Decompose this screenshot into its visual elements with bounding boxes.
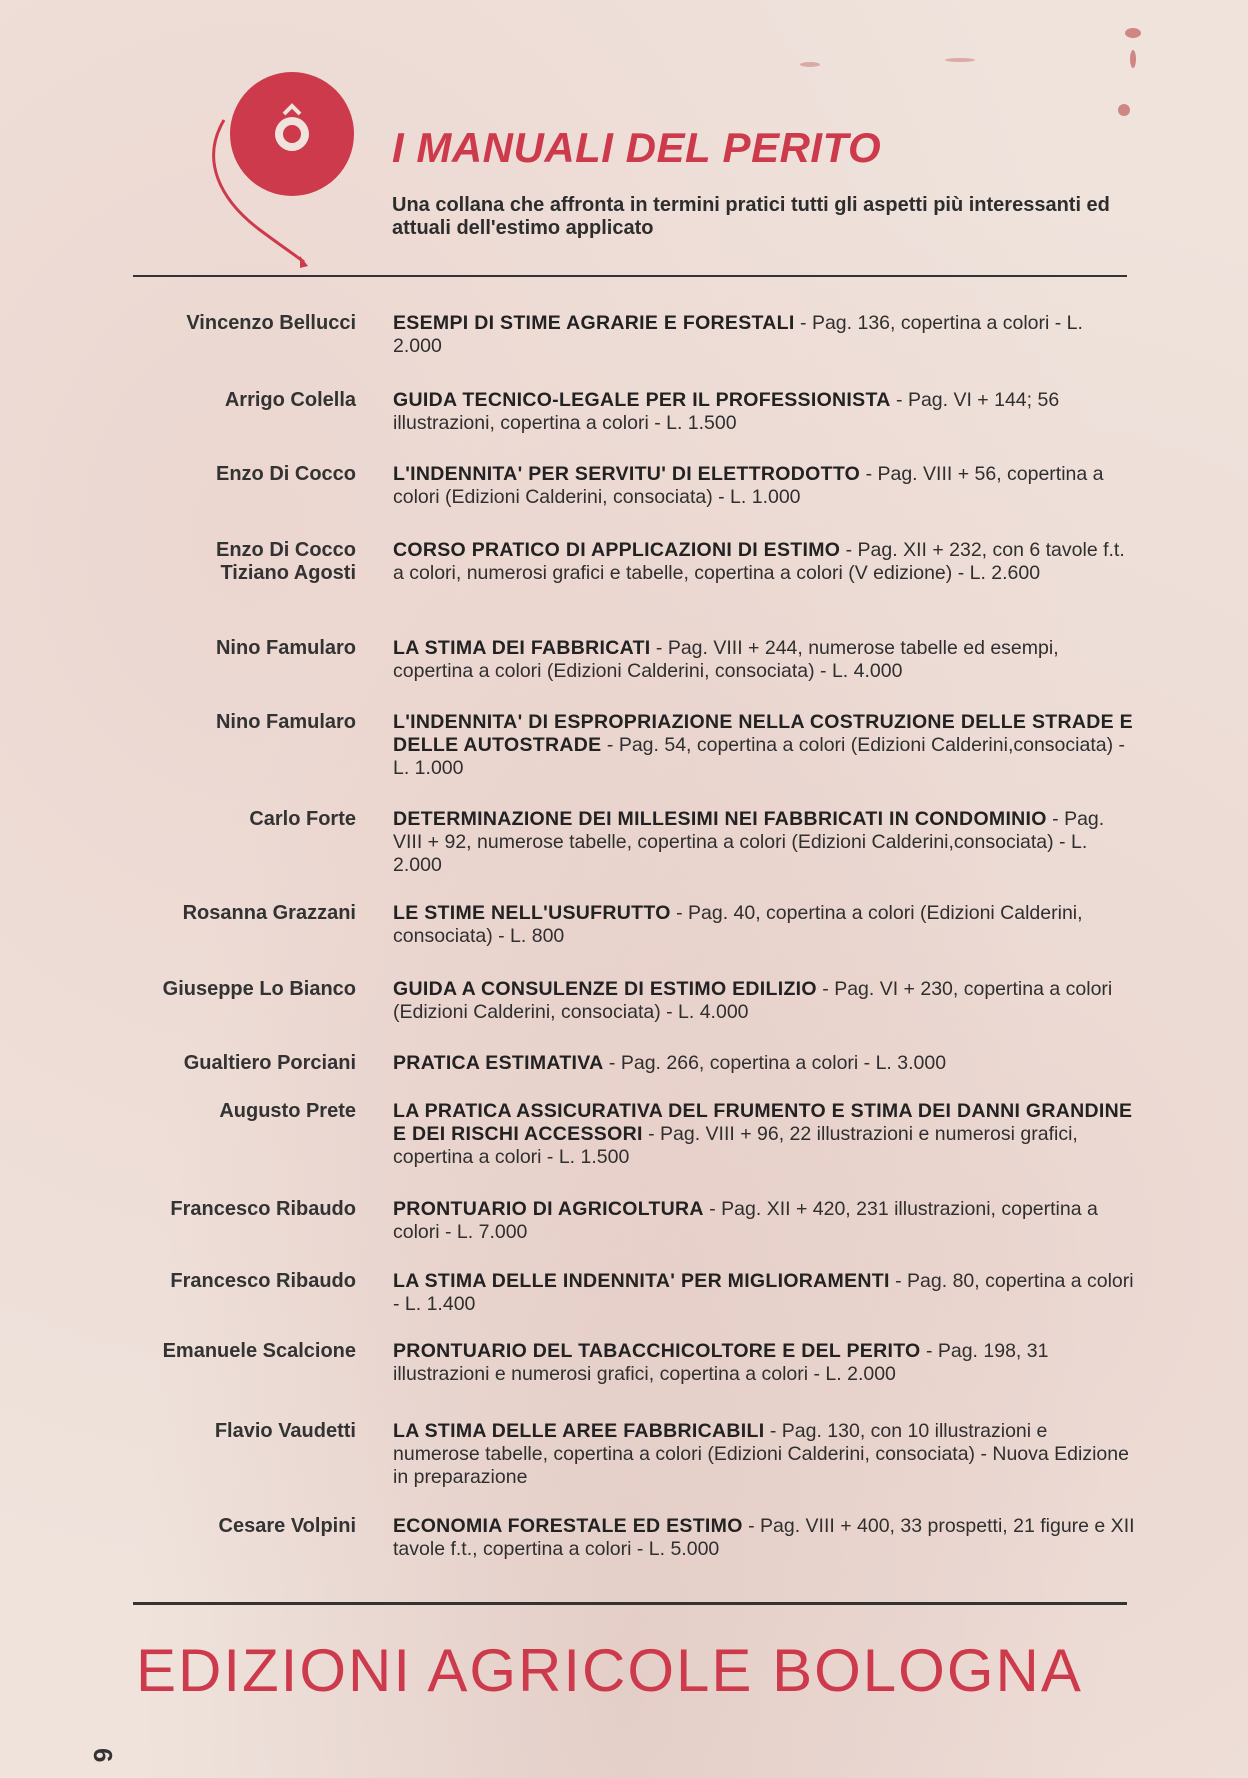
- measuring-tape-icon: [200, 70, 360, 270]
- stain-mark: [1130, 50, 1136, 68]
- book-entry: [120, 539, 1140, 585]
- book-entry: [120, 1100, 1140, 1169]
- book-author: Emanuele Scalcione: [162, 1340, 356, 1362]
- book-author: Giuseppe Lo Bianco: [162, 978, 356, 1000]
- book-details: - Pag. VI + 230, copertina a colori (Edizioni Calderini, consociata) - L. 4.000: [393, 978, 1113, 1023]
- book-title: L'INDENNITA' DI ESPROPRIAZIONE NELLA COSTRUZIONE DELLE STRADE E DELLE AUTOSTRADE: [393, 711, 1133, 756]
- book-entry: [120, 1515, 1140, 1561]
- book-author: Nino Famularo: [215, 711, 356, 733]
- top-divider: [133, 275, 1127, 277]
- book-title: GUIDA TECNICO-LEGALE PER IL PROFESSIONISTA: [393, 389, 891, 411]
- book-author: Enzo Di Cocco: [215, 463, 356, 485]
- book-entry: [120, 1420, 1140, 1489]
- book-details: - Pag. 266, copertina a colori - L. 3.000: [603, 1052, 947, 1074]
- book-title: ESEMPI DI STIME AGRARIE E FORESTALI: [393, 312, 795, 334]
- publisher-name: EDIZIONI AGRICOLE BOLOGNA: [136, 1637, 1083, 1704]
- book-entry: [120, 312, 1140, 358]
- bottom-divider: [133, 1602, 1127, 1605]
- book-author: Francesco Ribaudo: [170, 1270, 356, 1292]
- book-details: - Pag. XII + 232, con 6 tavole f.t. a colori, numerosi grafici e tabelle, copertina a colori (V edizione) - L. 2.600: [393, 539, 1125, 584]
- book-author: Gualtiero Porciani: [183, 1052, 356, 1074]
- book-details: - Pag. VIII + 244, numerose tabelle ed esempi, copertina a colori (Edizioni Calderini, consociata) - L. 4.000: [393, 637, 1059, 682]
- book-title: GUIDA A CONSULENZE DI ESTIMO EDILIZIO: [393, 978, 817, 1000]
- book-title: PRONTUARIO DI AGRICOLTURA: [393, 1198, 704, 1220]
- book-author: Arrigo Colella: [224, 389, 356, 411]
- book-details: - Pag. VI + 144; 56 illustrazioni, copertina a colori - L. 1.500: [393, 389, 1060, 434]
- book-author: Vincenzo Bellucci: [186, 312, 356, 334]
- stain-mark: [1125, 28, 1141, 38]
- book-author: Flavio Vaudetti: [214, 1420, 356, 1442]
- book-entry: [120, 1052, 1140, 1075]
- book-details: - Pag. 136, copertina a colori - L. 2.000: [393, 312, 1083, 357]
- book-author: Rosanna Grazzani: [182, 902, 356, 924]
- book-title: LA STIMA DELLE AREE FABBRICABILI: [393, 1420, 765, 1442]
- book-entry: [120, 711, 1140, 780]
- book-title: PRATICA ESTIMATIVA: [393, 1052, 604, 1074]
- book-author: Carlo Forte: [249, 808, 356, 830]
- book-author: Augusto Prete: [219, 1100, 356, 1122]
- book-details: - Pag. 198, 31 illustrazioni e numerosi grafici, copertina a colori - L. 2.000: [393, 1340, 1049, 1385]
- book-details: - Pag. 54, copertina a colori (Edizioni Calderini,consociata) - L. 1.000: [393, 734, 1125, 779]
- stain-mark: [800, 62, 820, 67]
- book-title: LA PRATICA ASSICURATIVA DEL FRUMENTO E STIMA DEI DANNI GRANDINE E DEI RISCHI ACCESSORI: [393, 1100, 1133, 1145]
- book-title: LE STIME NELL'USUFRUTTO: [393, 902, 671, 924]
- book-author: Francesco Ribaudo: [170, 1198, 356, 1220]
- book-title: ECONOMIA FORESTALE ED ESTIMO: [393, 1515, 743, 1537]
- book-details: - Pag. 130, con 10 illustrazioni e numerose tabelle, copertina a colori (Edizioni Calderini, consociata) - Nuova Edizione in preparazione: [393, 1420, 1129, 1488]
- book-author: Cesare Volpini: [218, 1515, 356, 1537]
- book-entry: [120, 902, 1140, 948]
- book-details: - Pag. VIII + 92, numerose tabelle, copertina a colori (Edizioni Calderini,consociata) - L. 2.000: [393, 808, 1105, 876]
- book-entry: [120, 978, 1140, 1024]
- stain-mark: [945, 58, 975, 62]
- book-details: - Pag. 40, copertina a colori (Edizioni Calderini, consociata) - L. 800: [393, 902, 1083, 947]
- book-title: LA STIMA DELLE INDENNITA' PER MIGLIORAMENTI: [393, 1270, 890, 1292]
- page-number: 6: [88, 1748, 118, 1763]
- book-details: - Pag. VIII + 56, copertina a colori (Edizioni Calderini, consociata) - L. 1.000: [393, 463, 1104, 508]
- book-entry: [120, 1340, 1140, 1386]
- book-details: - Pag. 80, copertina a colori - L. 1.400: [393, 1270, 1134, 1315]
- book-title: PRONTUARIO DEL TABACCHICOLTORE E DEL PERITO: [393, 1340, 921, 1362]
- book-author: Enzo Di Cocco: [215, 539, 356, 561]
- book-author: Nino Famularo: [215, 637, 356, 659]
- book-details: - Pag. VIII + 400, 33 prospetti, 21 figure e XII tavole f.t., copertina a colori - L. 5.000: [393, 1515, 1135, 1560]
- book-author: Tiziano Agosti: [220, 562, 356, 584]
- book-title: CORSO PRATICO DI APPLICAZIONI DI ESTIMO: [393, 539, 841, 561]
- book-entry: [120, 1270, 1140, 1316]
- book-entry: [120, 637, 1140, 683]
- series-subtitle: Una collana che affronta in termini pratici tutti gli aspetti più interessanti ed attuali dell'estimo applicato: [392, 194, 1110, 239]
- book-details: - Pag. VIII + 96, 22 illustrazioni e numerosi grafici, copertina a colori - L. 1.500: [393, 1123, 1078, 1168]
- book-title: LA STIMA DEI FABBRICATI: [393, 637, 651, 659]
- book-entry: [120, 463, 1140, 509]
- book-entry: [120, 1198, 1140, 1244]
- book-entry: [120, 808, 1140, 877]
- book-title: DETERMINAZIONE DEI MILLESIMI NEI FABBRICATI IN CONDOMINIO: [393, 808, 1047, 830]
- series-title: I MANUALI DEL PERITO: [392, 124, 882, 171]
- book-title: L'INDENNITA' PER SERVITU' DI ELETTRODOTTO: [393, 463, 861, 485]
- book-entry: [120, 389, 1140, 435]
- book-details: - Pag. XII + 420, 231 illustrazioni, copertina a colori - L. 7.000: [393, 1198, 1098, 1243]
- stain-mark: [1118, 104, 1130, 116]
